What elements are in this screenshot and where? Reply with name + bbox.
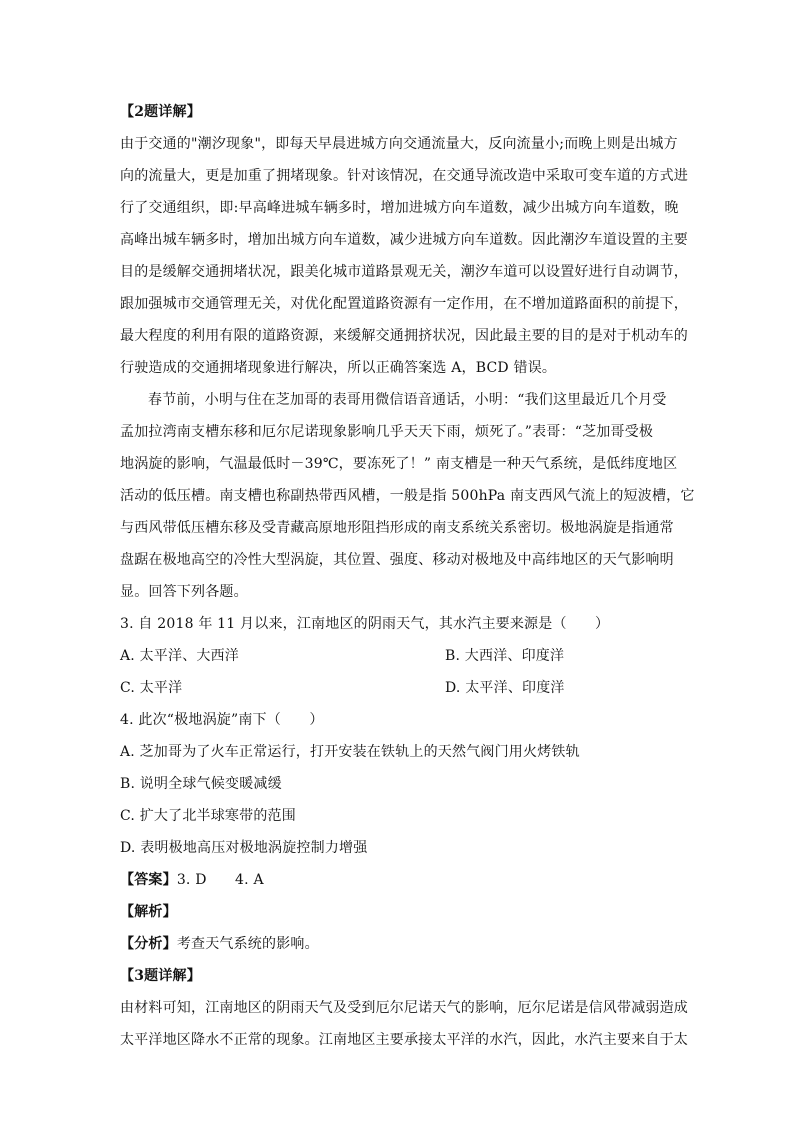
detail2-line: 跟加强城市交通管理无关，对优化配置道路资源有一定作用，在不增加道路面积的前提下， <box>120 296 688 312</box>
question-3-stem: 3. 自 2018 年 11 月以来，江南地区的阴雨天气，其水汽主要来源是（ ） <box>120 616 610 632</box>
material-line: 地涡旋的影响，气温最低时－39℃，要冻死了！” 南支槽是一种天气系统，是低纬度地区 <box>120 456 678 472</box>
detail2-line: 高峰出城车辆多时，增加出城方向车道数，减少进城方向车道数。因此潮汐车道设置的主要 <box>120 232 688 248</box>
question-3-option-d: D. 太平洋、印度洋 <box>445 680 565 696</box>
question-4-option-d: D. 表明极地高压对极地涡旋控制力增强 <box>120 840 368 856</box>
material-line: 与西风带低压槽东移及受青藏高原地形阻挡形成的南支系统关系密切。极地涡旋是指通常 <box>120 520 674 536</box>
detail2-line: 行驶造成的交通拥堵现象进行解决，所以正确答案选 A，BCD 错误。 <box>120 360 557 376</box>
material-line: 孟加拉湾南支槽东移和厄尔尼诺现象影响几乎天天下雨，烦死了。”表哥：“芝加哥受极 <box>120 424 654 440</box>
question-3-option-a: A. 太平洋、大西洋 <box>120 648 240 664</box>
answer-label: 【答案】 <box>120 872 177 888</box>
analysis-heading: 【解析】 <box>120 904 177 920</box>
detail2-line: 由于交通的"潮汐现象"，即每天早晨进城方向交通流量大，反向流量小;而晚上则是出城方 <box>120 136 678 152</box>
material-line: 活动的低压槽。南支槽也称副热带西风槽，一般是指 500hPa 南支西风气流上的短波槽，它 <box>120 488 695 504</box>
detail2-line: 行了交通组织，即:早高峰进城车辆多时，增加进城方向车道数，减少出城方向车道数，晚 <box>120 200 679 216</box>
answer-text: 3. D 4. A <box>176 872 264 888</box>
analysis-row <box>120 934 680 954</box>
detail3-heading: 【3题详解】 <box>120 968 201 984</box>
material-line: 盘踞在极地高空的冷性大型涡旋，其位置、强度、移动对极地及中高纬地区的天气影响明 <box>120 552 674 568</box>
detail2-heading: 【2题详解】 <box>120 104 201 120</box>
question-3-option-c: C. 太平洋 <box>120 680 183 696</box>
analysis-fenxi-text: 考查天气系统的影响。 <box>176 936 319 952</box>
analysis-fenxi-label: 【分析】 <box>120 936 177 952</box>
material-line: 春节前，小明与住在芝加哥的表哥用微信语音通话，小明：“我们这里最近几个月受 <box>148 392 667 408</box>
detail3-line: 太平洋地区降水不正常的现象。江南地区主要承接太平洋的水汽，因此，水汽主要来自于太 <box>120 1032 688 1048</box>
question-4-option-c: C. 扩大了北半球寒带的范围 <box>120 808 296 824</box>
detail2-line: 向的流量大，更是加重了拥堵现象。针对该情况，在交通导流改造中采取可变车道的方式进 <box>120 168 688 184</box>
answer-row <box>120 870 680 890</box>
question-4-option-b: B. 说明全球气候变暖减缓 <box>120 776 282 792</box>
question-4-option-a: A. 芝加哥为了火车正常运行，打开安装在铁轨上的天然气阀门用火烤铁轨 <box>120 744 580 760</box>
detail2-line: 目的是缓解交通拥堵状况，跟美化城市道路景观无关，潮汐车道可以设置好进行自动调节， <box>120 264 688 280</box>
question-4-stem: 4. 此次“极地涡旋”南下（ ） <box>120 712 324 728</box>
material-line: 显。回答下列各题。 <box>120 584 248 600</box>
detail3-line: 由材料可知，江南地区的阴雨天气及受到厄尔尼诺天气的影响，厄尔尼诺是信风带减弱造成 <box>120 1000 688 1016</box>
question-3-option-b: B. 大西洋、印度洋 <box>445 648 565 664</box>
detail2-line: 最大程度的利用有限的道路资源，来缓解交通拥挤状况，因此最主要的目的是对于机动车的 <box>120 328 688 344</box>
